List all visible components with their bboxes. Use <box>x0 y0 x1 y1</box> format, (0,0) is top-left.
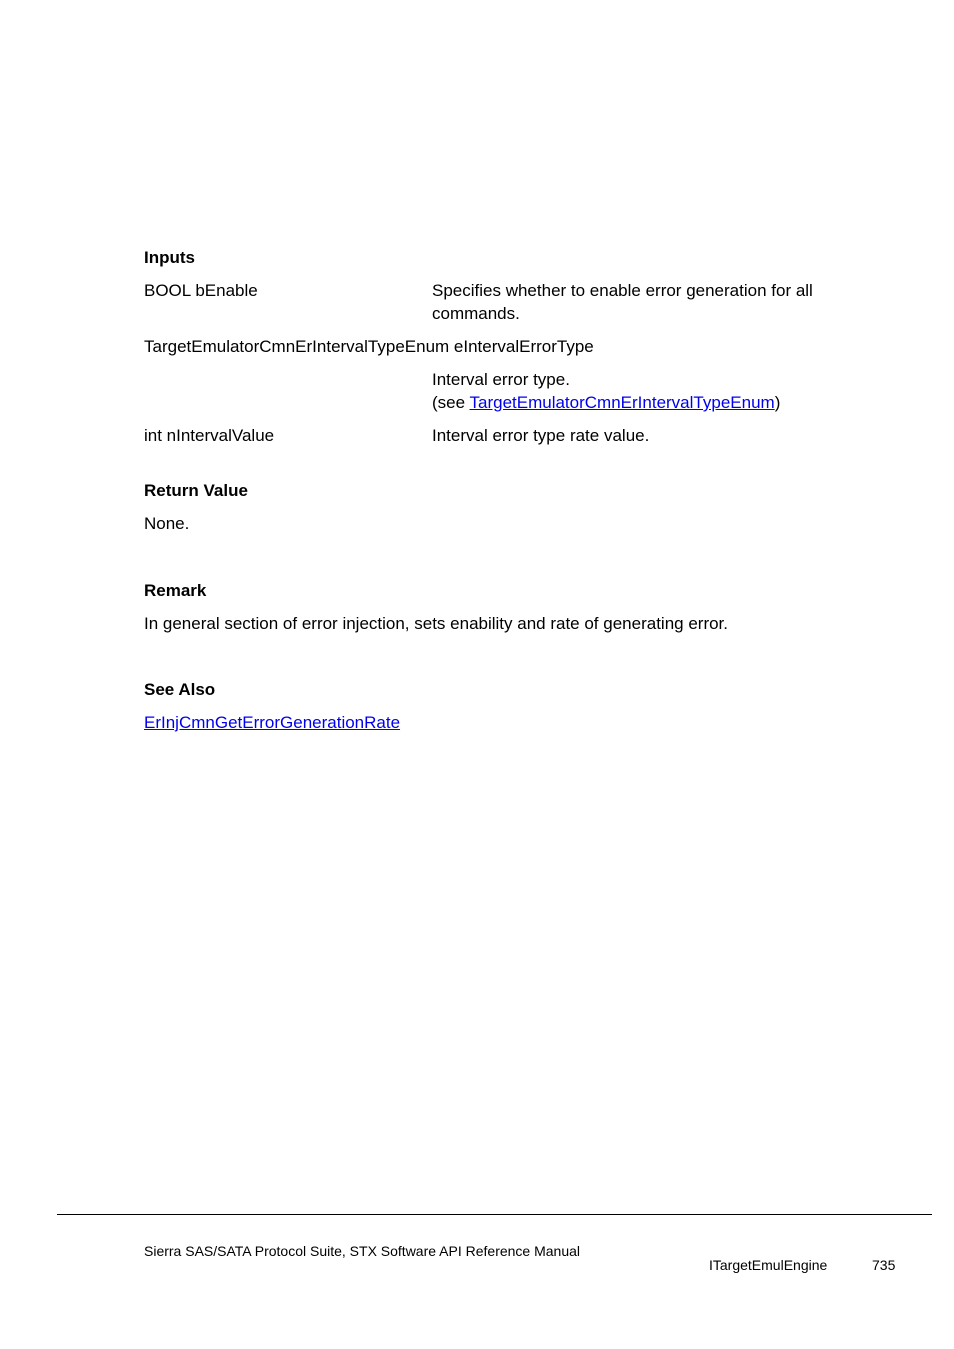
param-description-line: commands. <box>432 304 520 323</box>
content-body <box>144 246 844 734</box>
footer-page-number: 735 <box>872 1257 896 1273</box>
footer-section-name: ITargetEmulEngine <box>709 1257 828 1273</box>
see-also-heading: See Also <box>144 680 216 699</box>
see-suffix: ) <box>774 393 781 412</box>
param-name: int nIntervalValue <box>144 426 275 445</box>
inputs-heading: Inputs <box>144 248 195 267</box>
interval-type-enum-link[interactable]: TargetEmulatorCmnErIntervalTypeEnum <box>469 393 775 412</box>
param-description-line: Specifies whether to enable error generation for all <box>432 281 813 300</box>
param-name: TargetEmulatorCmnErIntervalTypeEnum eIntervalErrorType <box>144 337 594 356</box>
footer-divider <box>57 1214 932 1215</box>
param-description <box>432 424 844 447</box>
param-description <box>432 279 844 325</box>
param-row <box>144 424 844 447</box>
param-name: BOOL bEnable <box>144 281 258 300</box>
footer-manual-title: Sierra SAS/SATA Protocol Suite, STX Software API Reference Manual <box>144 1243 581 1259</box>
return-value-text: None. <box>144 514 190 533</box>
remark-text: In general section of error injection, sets enability and rate of generating error. <box>144 614 729 633</box>
param-description-line: Interval error type rate value. <box>432 426 650 445</box>
remark-heading: Remark <box>144 581 207 600</box>
param-row-description <box>144 368 844 414</box>
see-prefix: (see <box>432 393 470 412</box>
see-also-link[interactable]: ErInjCmnGetErrorGenerationRate <box>144 713 401 732</box>
param-see-reference <box>432 391 844 414</box>
param-row <box>144 335 844 358</box>
param-row <box>144 279 844 325</box>
param-description-line: Interval error type. <box>432 370 570 389</box>
return-value-heading: Return Value <box>144 481 248 500</box>
param-description <box>432 368 844 414</box>
